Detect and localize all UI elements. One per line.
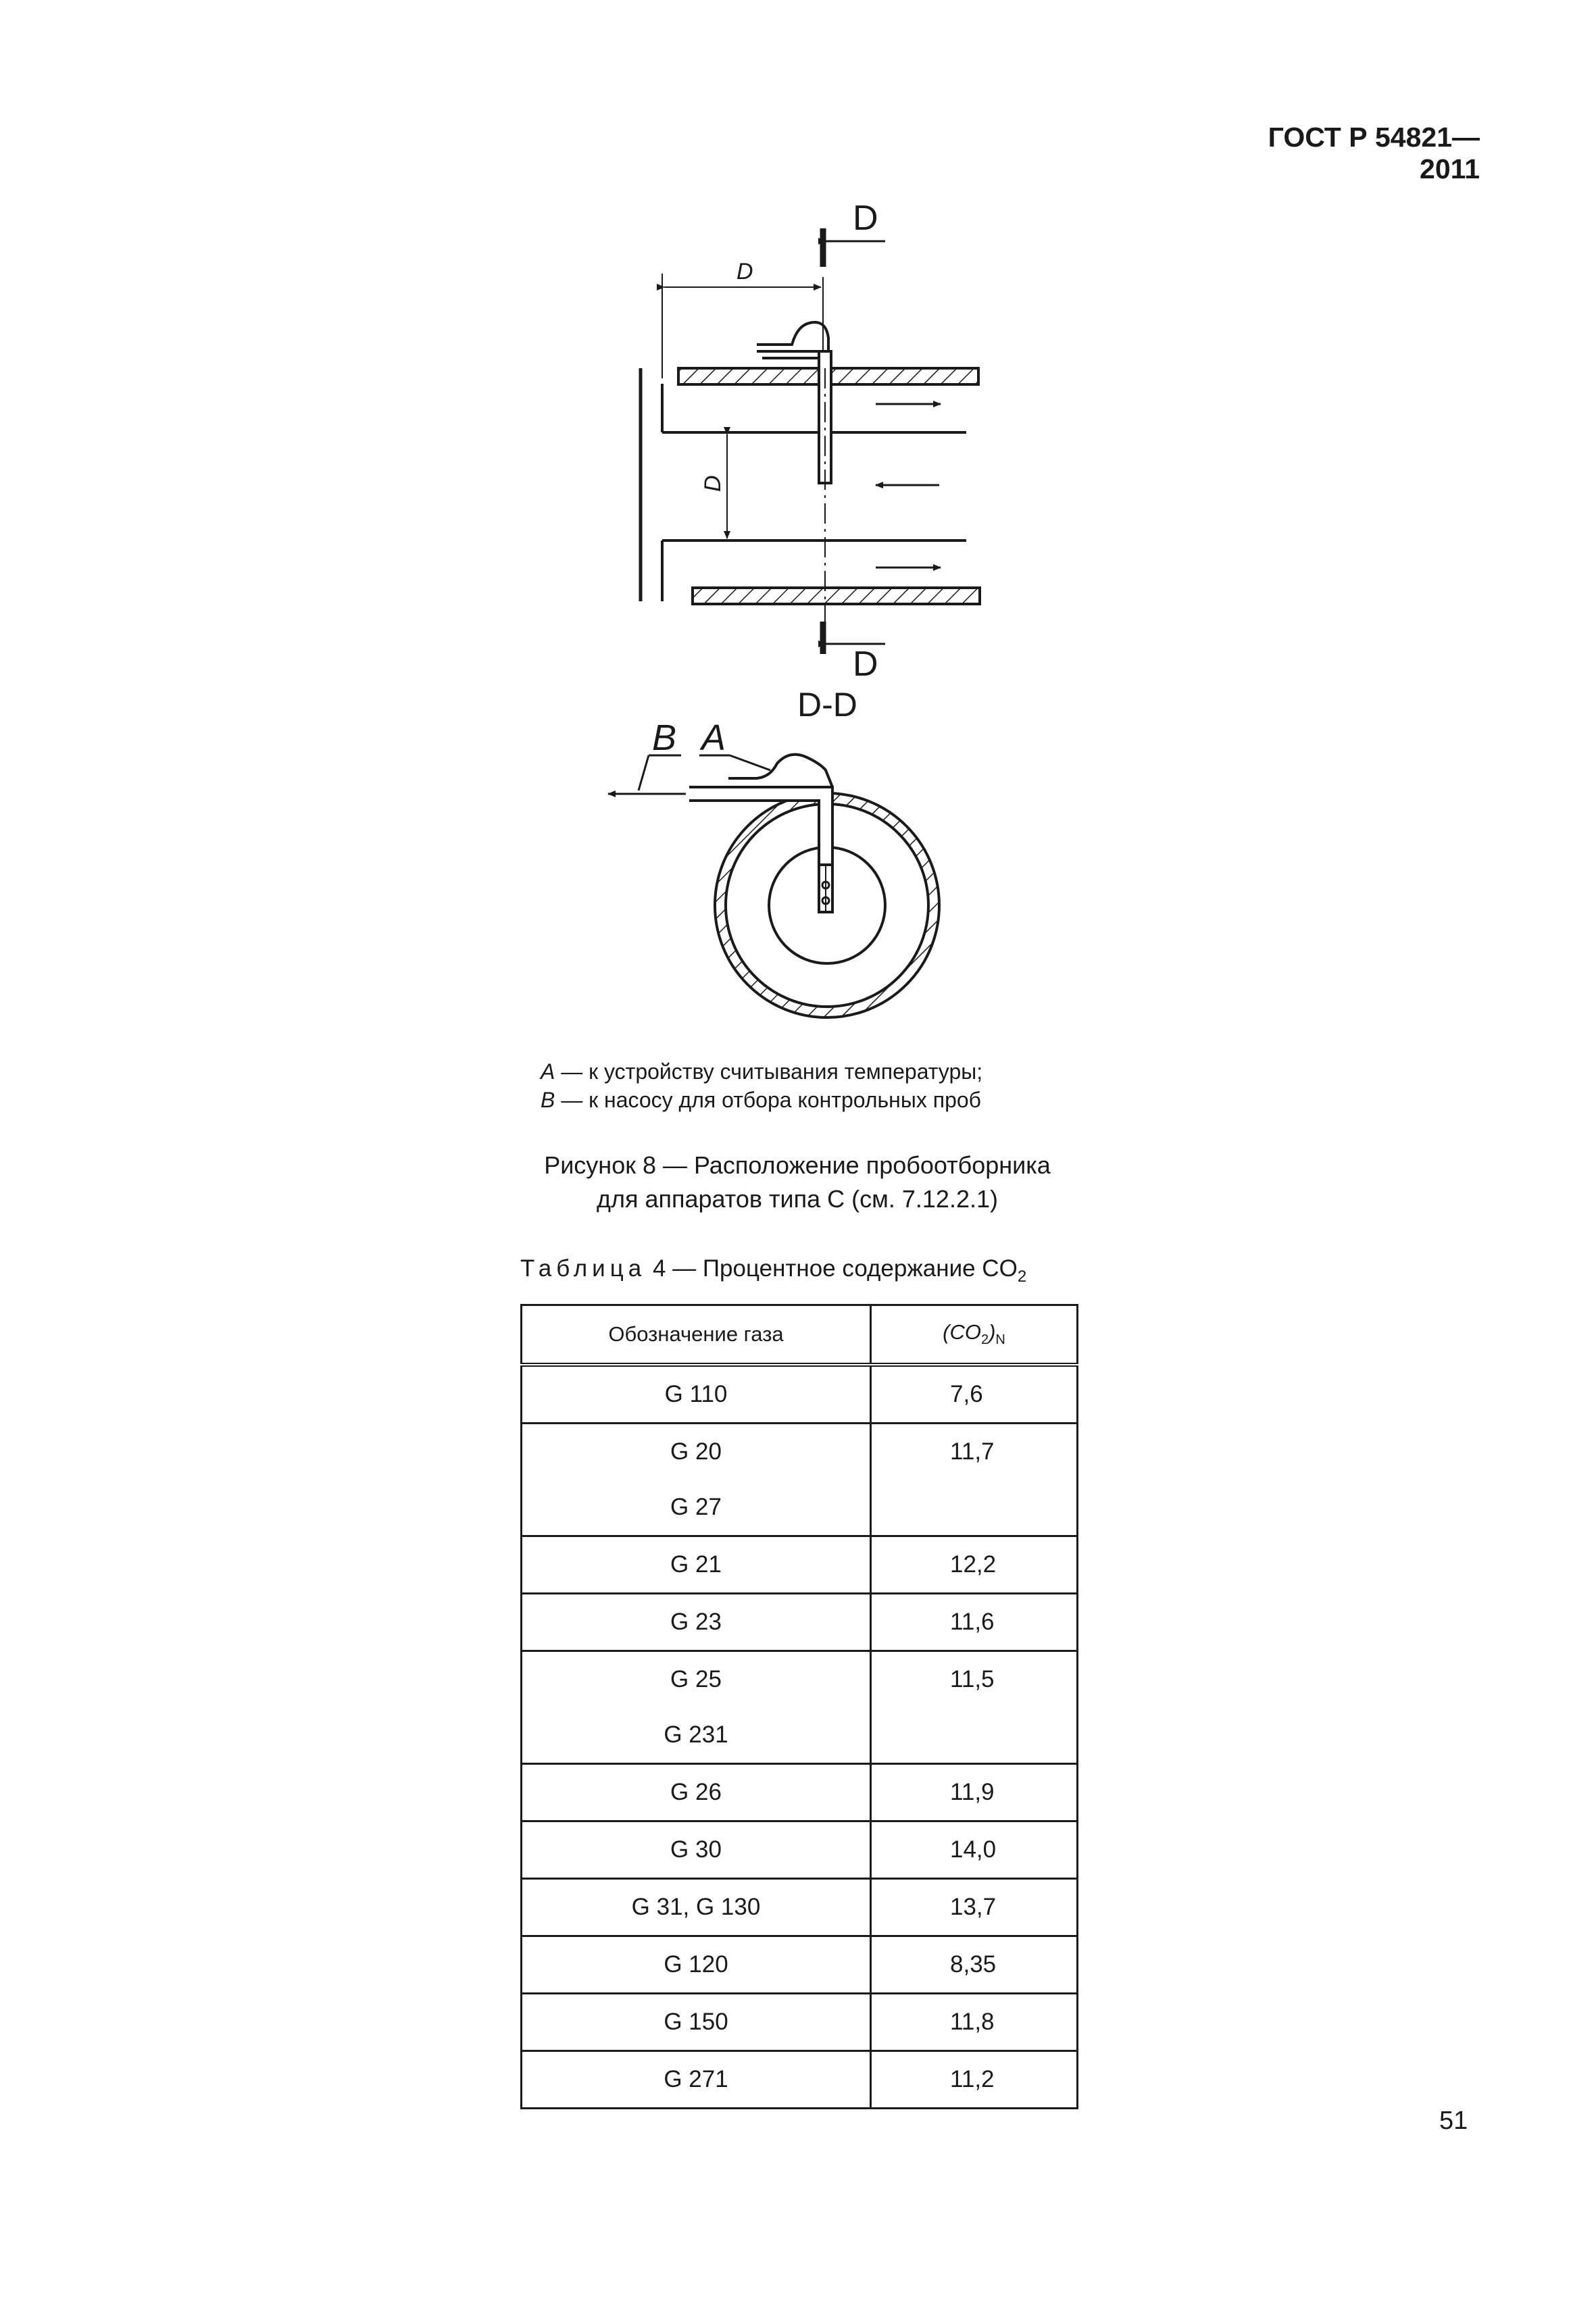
- header-co2-sub1: 2: [980, 1332, 989, 1348]
- gas-name-cell: [522, 1821, 871, 1879]
- gas-name-cell: [522, 1651, 871, 1764]
- co2-value: 11,5: [950, 1666, 995, 1692]
- gas-name: G 23: [670, 1609, 722, 1635]
- legend-key-b: B: [541, 1088, 555, 1112]
- legend-text-a: — к устройству считывания температуры;: [555, 1059, 983, 1084]
- legend-text-b: — к насосу для отбора контрольных проб: [555, 1088, 981, 1112]
- gas-name: G 26: [670, 1779, 722, 1805]
- table-row: [522, 2051, 1078, 2109]
- header-co2-main: (CO: [943, 1320, 981, 1344]
- table-label: Таблица: [520, 1255, 647, 1282]
- gas-name: G 271: [664, 2066, 728, 2092]
- table-row: [522, 1424, 1078, 1536]
- gas-name: G 150: [664, 2009, 728, 2035]
- gas-name: G 120: [664, 1951, 728, 1978]
- co2-value: 8,35: [950, 1951, 997, 1978]
- label-a: A: [701, 718, 726, 758]
- table-row: [522, 1994, 1078, 2051]
- table-title-text: 4 — Процентное содержание CO: [646, 1255, 1018, 1282]
- gas-name-cell: [522, 1764, 871, 1821]
- header-co2-close: ): [989, 1320, 996, 1344]
- legend-item-a: [541, 1057, 1054, 1086]
- gas-name-cell: [522, 1994, 871, 2051]
- gas-name: G 20: [670, 1438, 722, 1465]
- co2-value-cell: [871, 1594, 1078, 1651]
- section-title: D-D: [797, 686, 857, 724]
- table-row: [522, 1594, 1078, 1651]
- co2-value-cell: [871, 2051, 1078, 2109]
- table-title: [520, 1255, 1101, 1286]
- probe-layout-drawing: [0, 0, 1596, 1054]
- table-title-subscript: 2: [1017, 1267, 1027, 1286]
- figure-legend: [541, 1057, 1054, 1114]
- dimension-vertical: [700, 434, 727, 538]
- co2-value: 14,0: [950, 1836, 997, 1863]
- table-row: [522, 1936, 1078, 1994]
- dimension-horizontal: [662, 259, 823, 378]
- label-b: B: [652, 718, 677, 758]
- gas-name: G 31, G 130: [631, 1894, 761, 1920]
- gas-name-cell: [522, 1365, 871, 1424]
- gas-name-cell: [522, 1936, 871, 1994]
- gas-name: G 27: [670, 1494, 722, 1520]
- gas-name-cell: [522, 1424, 871, 1536]
- gas-name: G 110: [664, 1381, 728, 1407]
- co2-value: 11,8: [950, 2009, 995, 2035]
- co2-value: 11,7: [950, 1438, 995, 1465]
- gas-name: G 21: [670, 1551, 722, 1578]
- gas-name-cell: [522, 2051, 871, 2109]
- table-row: [522, 1764, 1078, 1821]
- dimension-label-horizontal: D: [737, 259, 753, 284]
- co2-value: 13,7: [950, 1894, 997, 1920]
- co2-value: 11,2: [950, 2066, 995, 2092]
- dimension-label-vertical: D: [700, 475, 726, 492]
- header-gas-designation: Обозначение газа: [522, 1305, 871, 1365]
- header-co2-n: [871, 1305, 1078, 1365]
- table-row: [522, 1536, 1078, 1594]
- co2-value: 7,6: [950, 1381, 983, 1407]
- co2-value-cell: [871, 1651, 1078, 1764]
- page-number: 51: [1439, 2107, 1468, 2135]
- section-marker-top: [823, 199, 885, 267]
- gas-name-cell: [522, 1536, 871, 1594]
- header-co2-sub2: N: [995, 1332, 1005, 1348]
- co2-value-cell: [871, 1365, 1078, 1424]
- table-row: [522, 1821, 1078, 1879]
- section-label-top: D: [853, 199, 878, 238]
- gas-name: G 30: [670, 1836, 722, 1863]
- section-marker-bottom: [823, 622, 885, 684]
- table-row: [522, 1651, 1078, 1764]
- section-label-bottom: D: [853, 645, 878, 684]
- section-view: [608, 755, 939, 1017]
- figure-caption: [473, 1149, 1122, 1216]
- figure-caption-line2: для аппаратов типа С (см. 7.12.2.1): [597, 1185, 998, 1213]
- gas-name-cell: [522, 1594, 871, 1651]
- co2-value-cell: [871, 1879, 1078, 1936]
- co2-value-cell: [871, 1424, 1078, 1536]
- co2-value: 11,9: [950, 1779, 995, 1805]
- gas-name: G 25: [670, 1666, 722, 1692]
- co2-value: 12,2: [950, 1551, 997, 1578]
- co2-value-cell: [871, 1994, 1078, 2051]
- document-standard-header: ГОСТ Р 54821—2011: [1268, 122, 1480, 184]
- co2-value-cell: [871, 1936, 1078, 1994]
- co2-value-cell: [871, 1536, 1078, 1594]
- co2-value: 11,6: [950, 1609, 995, 1635]
- gas-name: G 231: [664, 1721, 728, 1748]
- figure-caption-line1: Рисунок 8 — Расположение пробоотборника: [544, 1151, 1051, 1179]
- legend-item-b: [541, 1086, 1054, 1114]
- gas-name-cell: [522, 1879, 871, 1936]
- outer-pipe-lower-wall: [693, 588, 980, 604]
- co2-content-table: [520, 1304, 1078, 2109]
- legend-key-a: A: [541, 1059, 555, 1084]
- inner-pipe-upper: [662, 384, 966, 432]
- co2-value-cell: [871, 1764, 1078, 1821]
- table-row: [522, 1365, 1078, 1424]
- co2-value-cell: [871, 1821, 1078, 1879]
- table-row: [522, 1879, 1078, 1936]
